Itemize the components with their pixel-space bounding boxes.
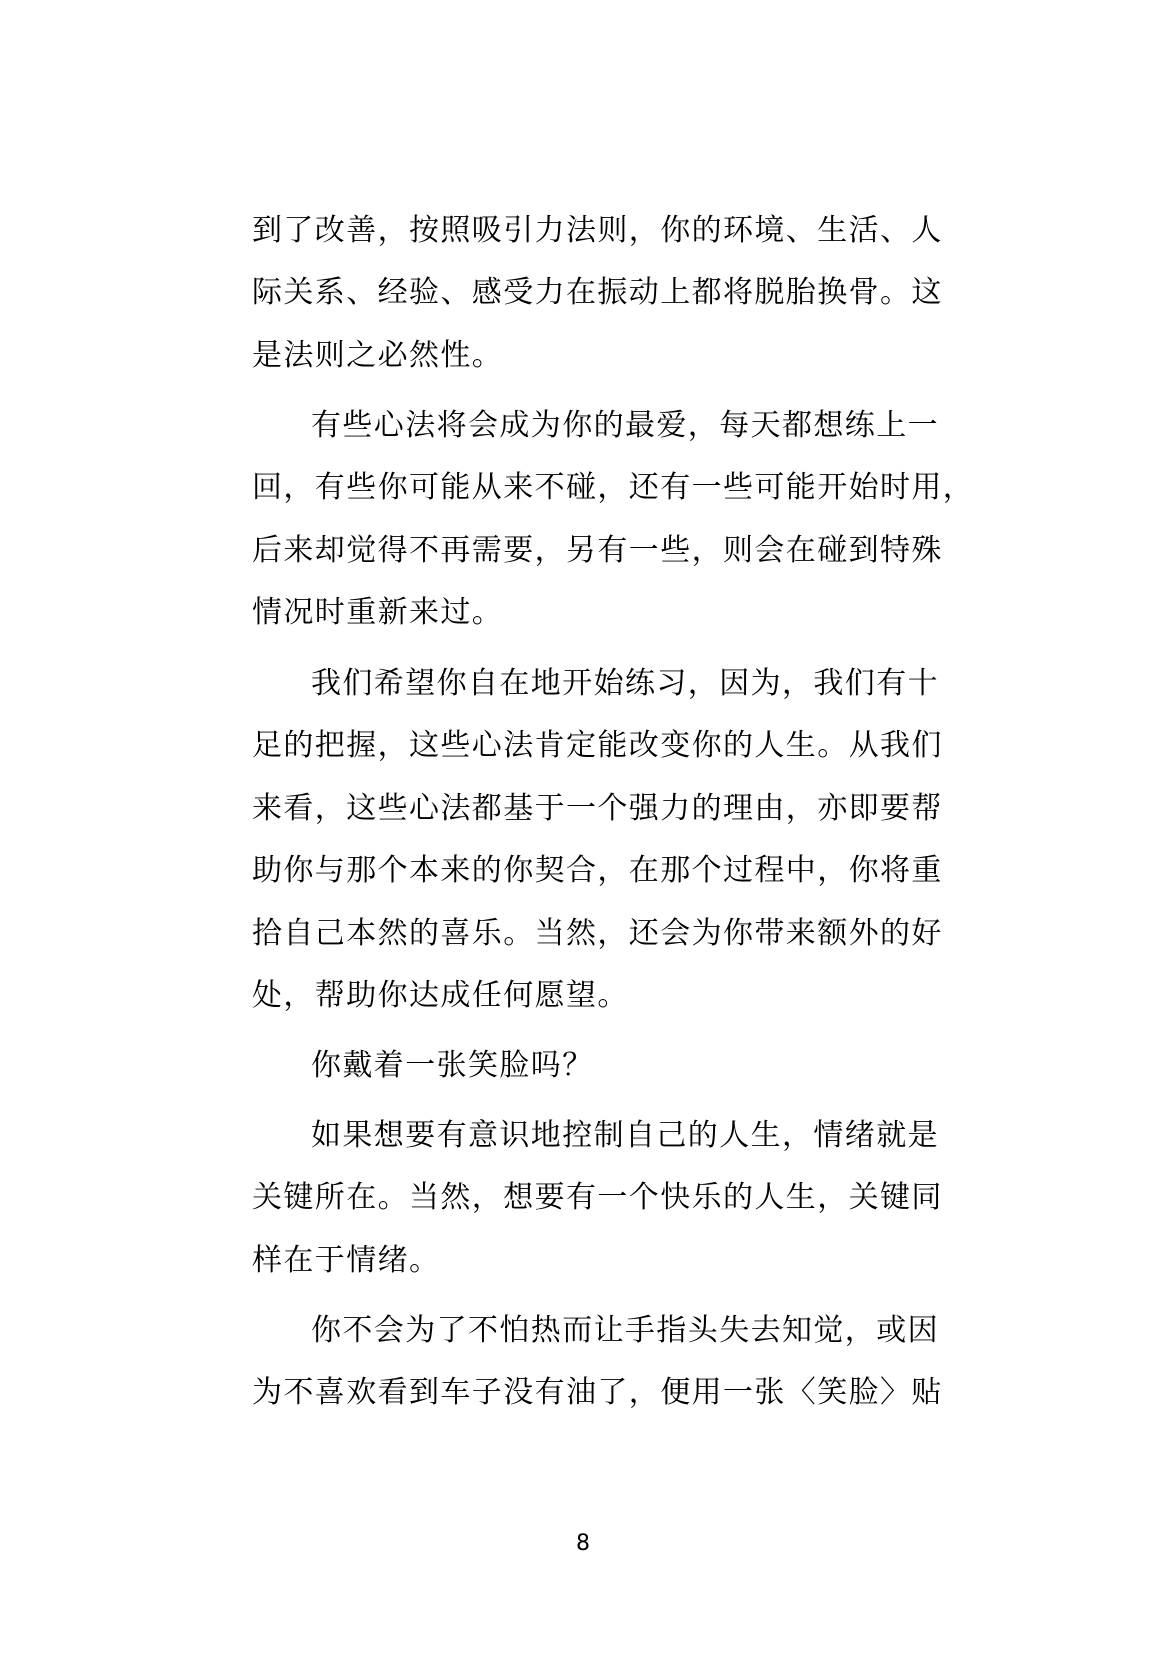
text-line: 处，帮助你达成任何愿望。 xyxy=(252,978,629,1013)
paragraph-start-line: 有些心法将会成为你的最爱，每天都想练上一 xyxy=(311,408,939,443)
paragraph-start-line: 你不会为了不怕热而让手指头失去知觉，或因 xyxy=(311,1313,939,1348)
text-line: 回，有些你可能从来不碰，还有一些可能开始时用， xyxy=(252,470,975,505)
text-line: 后来却觉得不再需要，另有一些，则会在碰到特殊 xyxy=(252,533,943,568)
text-line: 拾自己本然的喜乐。当然，还会为你带来额外的好 xyxy=(252,916,943,951)
page-number: 8 xyxy=(576,1531,590,1556)
text-line: 情况时重新来过。 xyxy=(252,595,504,630)
text-line: 到了改善，按照吸引力法则，你的环境、生活、人 xyxy=(252,213,943,248)
text-line: 为不喜欢看到车子没有油了，便用一张〈笑脸〉贴 xyxy=(252,1375,943,1410)
text-line: 是法则之必然性。 xyxy=(252,338,504,373)
paragraph-start-line: 如果想要有意识地控制自己的人生，情绪就是 xyxy=(311,1118,939,1153)
text-line: 关键所在。当然，想要有一个快乐的人生，关键同 xyxy=(252,1180,943,1215)
section-heading: 你戴着一张笑脸吗？ xyxy=(311,1048,594,1083)
text-line: 足的把握，这些心法肯定能改变你的人生。从我们 xyxy=(252,728,943,763)
text-line: 际关系、经验、感受力在振动上都将脱胎换骨。这 xyxy=(252,275,943,310)
text-line: 来看，这些心法都基于一个强力的理由，亦即要帮 xyxy=(252,791,943,826)
text-line: 样在于情绪。 xyxy=(252,1243,441,1278)
text-line: 助你与那个本来的你契合，在那个过程中，你将重 xyxy=(252,853,943,888)
paragraph-start-line: 我们希望你自在地开始练习，因为，我们有十 xyxy=(311,666,939,701)
